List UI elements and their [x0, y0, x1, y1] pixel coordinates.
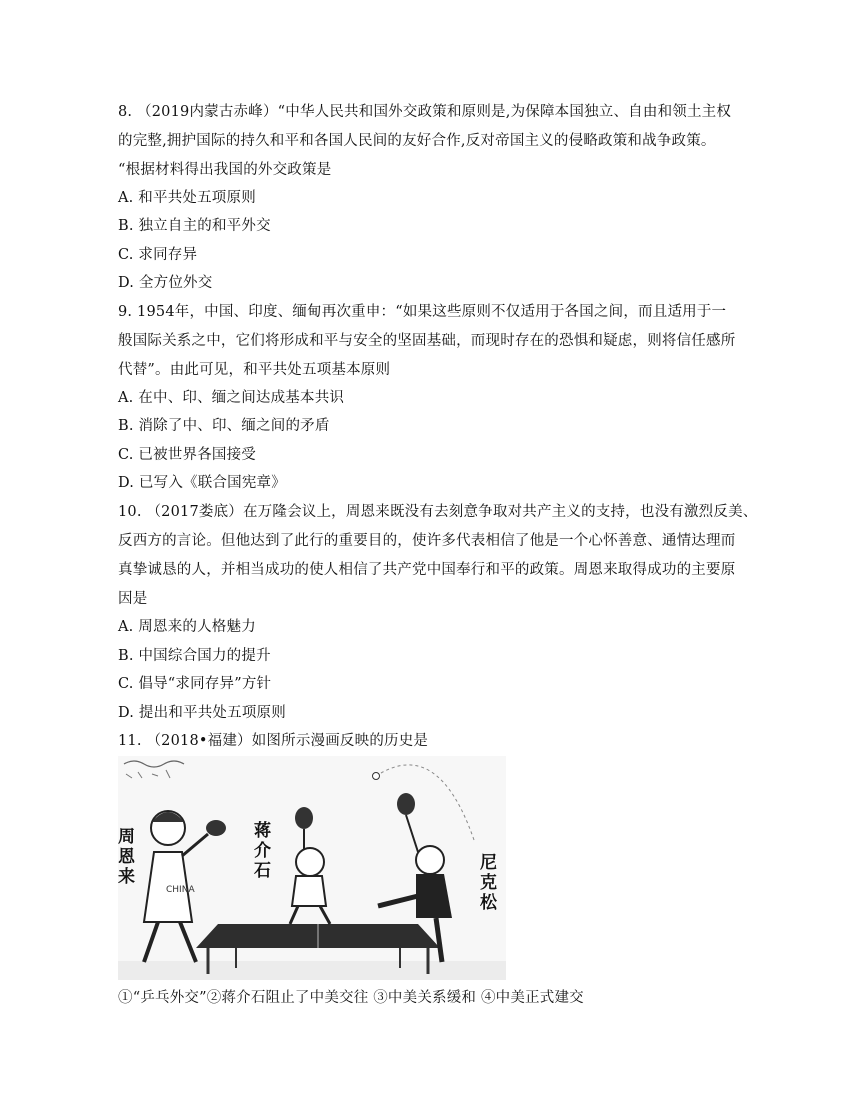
ping-pong-diplomacy-cartoon	[118, 756, 506, 980]
q8-option-d: D. 全方位外交	[118, 275, 213, 291]
q11-stem-line-1: 11. （2018•福建）如图所示漫画反映的历史是	[118, 733, 429, 749]
zhou-label-1: 周	[118, 827, 135, 847]
q8-option-c: C. 求同存异	[118, 247, 198, 263]
zhou-label-2: 恩	[118, 847, 135, 867]
q10-stem-line-1: 10. （2017娄底）在万隆会议上，周恩来既没有去刻意争取对共产主义的支持，也没有激烈反美、	[118, 504, 758, 520]
q8-stem-line-1: 8. （2019内蒙古赤峰）“中华人民共和国外交政策和原则是,为保障本国独立、自由和领土主权	[118, 104, 732, 120]
q8-option-b: B. 独立自主的和平外交	[118, 218, 271, 234]
q9-stem-line-2: 般国际关系之中，它们将形成和平与安全的坚固基础，而现时存在的恐惧和疑虑，则将信任感所	[118, 333, 736, 349]
q8-stem-line-2: 的完整,拥护国际的持久和平和各国人民间的友好合作,反对帝国主义的侵略政策和战争政策。	[118, 133, 716, 149]
q10-stem-line-3: 真挚诚恳的人，并相当成功的使人相信了共产党中国奉行和平的政策。周恩来取得成功的主要原	[118, 562, 736, 578]
q9-option-a: A. 在中、印、缅之间达成基本共识	[118, 390, 345, 406]
q9-option-c: C. 已被世界各国接受	[118, 447, 256, 463]
chiang-label-1: 蒋	[254, 821, 271, 841]
q9-stem-line-3: 代替”。由此可见，和平共处五项基本原则	[118, 362, 391, 378]
q8-stem-line-3: “根据材料得出我国的外交政策是	[118, 162, 332, 178]
q10-option-b: B. 中国综合国力的提升	[118, 648, 271, 664]
zhou-label-3: 来	[118, 867, 135, 887]
q8-option-a: A. 和平共处五项原则	[118, 190, 256, 206]
q10-stem-line-4: 因是	[118, 591, 148, 607]
q9-option-d: D. 已写入《联合国宪章》	[118, 475, 286, 491]
chiang-label-2: 介	[254, 841, 271, 861]
q10-option-c: C. 倡导“求同存异”方针	[118, 676, 272, 692]
svg-text:CHINA: CHINA	[166, 885, 195, 895]
q9-option-b: B. 消除了中、印、缅之间的矛盾	[118, 418, 330, 434]
q10-option-a: A. 周恩来的人格魅力	[118, 619, 256, 635]
nixon-label-2: 克	[480, 873, 497, 893]
nixon-label-1: 尼	[480, 853, 497, 873]
q9-stem-line-1: 9. 1954年，中国、印度、缅甸再次重申：“如果这些原则不仅适用于各国之间，而且适用于一	[118, 304, 727, 320]
q11-answer-statements: ①“乒乓外交”②蒋介石阻止了中美交往 ③中美关系缓和 ④中美正式建交	[118, 990, 584, 1006]
q10-option-d: D. 提出和平共处五项原则	[118, 705, 286, 721]
nixon-label-3: 松	[480, 893, 497, 913]
chiang-label-3: 石	[254, 861, 271, 881]
q10-stem-line-2: 反西方的言论。但他达到了此行的重要目的，使许多代表相信了他是一个心怀善意、通情达理而	[118, 533, 736, 549]
